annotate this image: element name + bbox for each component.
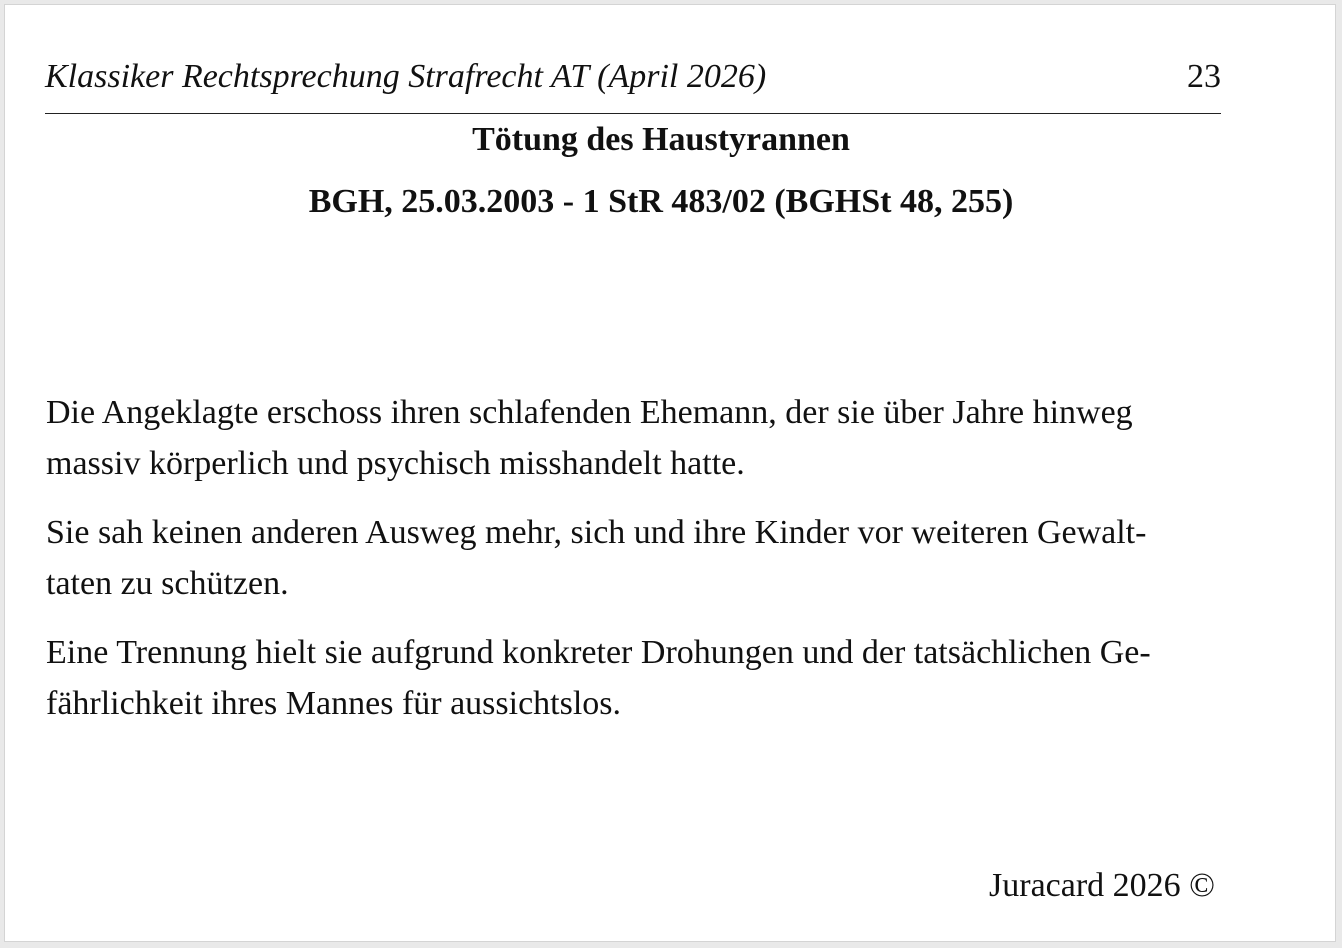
paragraph-3 [46, 627, 1286, 729]
copyright-footer: Juracard 2026 © [989, 867, 1215, 904]
paragraph-1 [46, 387, 1286, 489]
paragraph-2 [46, 507, 1286, 609]
case-title: Tötung des Haustyrannen [472, 121, 850, 158]
running-header [45, 55, 1221, 114]
document-page [4, 4, 1336, 942]
page-number: 23 [1187, 58, 1221, 95]
text-line: Die Angeklagte erschoss ihren schlafenden Ehemann, der sie über Jahre hinweg [46, 394, 1133, 431]
case-facts [46, 387, 1286, 747]
text-line: massiv körperlich und psychisch misshandelt hatte. [46, 445, 745, 482]
case-citation: BGH, 25.03.2003 - 1 StR 483/02 (BGHSt 48, 255) [308, 183, 1014, 220]
text-line: taten zu schützen. [46, 565, 289, 602]
text-line: fährlichkeit ihres Mannes für aussichtslos. [46, 685, 622, 722]
text-line: Sie sah keinen anderen Ausweg mehr, sich und ihre Kinder vor weiteren Gewalt- [46, 514, 1147, 551]
text-line: Eine Trennung hielt sie aufgrund konkreter Drohungen und der tatsächlichen Ge- [46, 634, 1151, 671]
running-title: Klassiker Rechtsprechung Strafrecht AT (April 2026) [45, 58, 767, 95]
